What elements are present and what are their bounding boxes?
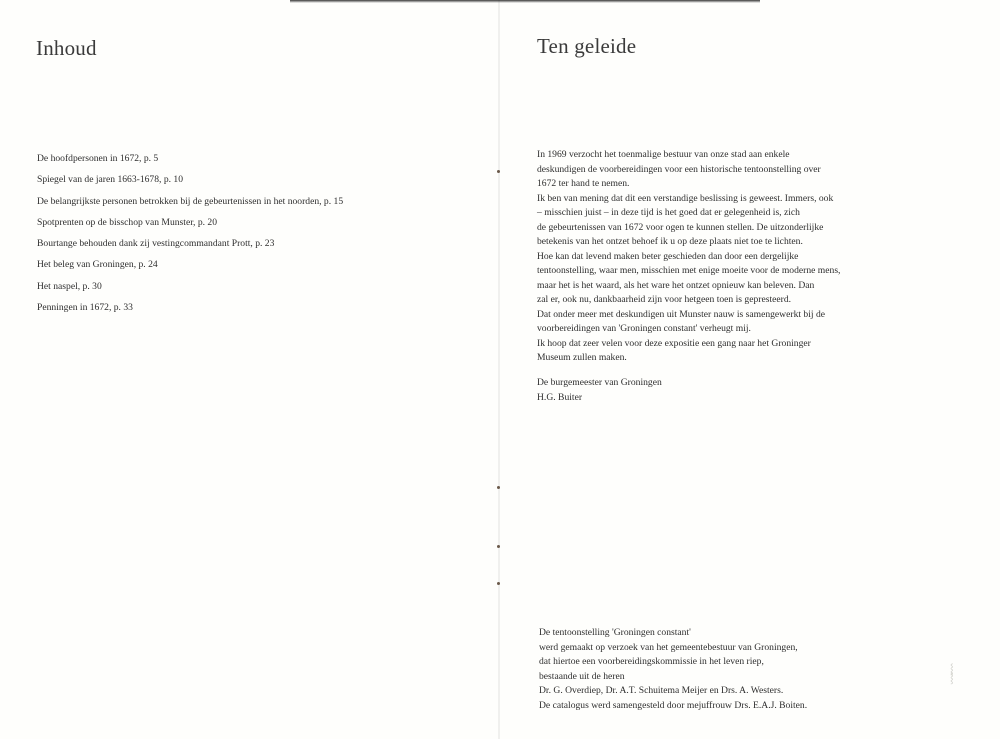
foreword-text (537, 148, 882, 366)
left-page (0, 0, 498, 739)
toc-item: De belangrijkste personen betrokken bij de gebeurtenissen in het noorden, p. 15 (37, 195, 344, 207)
credits-line: dat hiertoe een voorbereidingskommissie in het leven riep, (539, 656, 764, 668)
page-title: Inhoud (36, 36, 97, 60)
text-line: In 1969 verzocht het toenmalige bestuur van onze stad aan enkele (537, 149, 790, 160)
text-line: Dat onder meer met deskundigen uit Munster nauw is samengewerkt bij de (537, 308, 826, 320)
credits-line: De tentoonstelling 'Groningen constant' (539, 627, 691, 638)
signature-name: H.G. Buiter (537, 391, 583, 403)
text-line: deskundigen de voorbereidingen voor een historische tentoonstelling over (537, 163, 821, 175)
text-line: de gebeurtenissen van 1672 voor ogen te kunnen stellen. De uitzonderlijke (537, 221, 824, 233)
text-line: maar het is het waard, als het ware het ontzet opnieuw kan beleven. Dan (537, 279, 815, 291)
toc-item: Penningen in 1672, p. 33 (37, 302, 133, 314)
text-line: 1672 ter hand te nemen. (537, 178, 630, 189)
text-line: betekenis van het ontzet behoef ik u op deze plaats niet toe te lichten. (537, 236, 803, 247)
right-page (500, 0, 1000, 739)
toc-item: Spiegel van de jaren 1663-1678, p. 10 (37, 174, 184, 186)
signature-block (537, 376, 662, 405)
credits-block (539, 626, 807, 714)
text-line: – misschien juist – in deze tijd is het goed dat er gelegenheid is, zich (537, 207, 800, 218)
toc-item: Bourtange behouden dank zij vestingcommandant Prott, p. 23 (37, 238, 275, 250)
toc-item: De hoofdpersonen in 1672, p. 5 (37, 153, 159, 164)
toc-item: Het beleg van Groningen, p. 24 (37, 259, 158, 271)
toc-item: Spotprenten op de bisschop van Munster, p. 20 (37, 216, 218, 228)
text-line: voorbereidingen van 'Groningen constant' verheugt mij. (537, 323, 751, 334)
text-line: Museum zullen maken. (537, 352, 627, 363)
paper-smudge: ⸾ ⸾ (950, 664, 954, 684)
text-line: Ik hoop dat zeer velen voor deze expositie een gang naar het Groninger (537, 337, 811, 349)
page-title: Ten geleide (537, 34, 637, 58)
text-line: Hoe kan dat levend maken beter geschieden dan door een dergelijke (537, 250, 799, 262)
table-of-contents (37, 152, 343, 322)
credits-line: Dr. G. Overdiep, Dr. A.T. Schuitema Meijer en Drs. A. Westers. (539, 685, 784, 697)
signature-title: De burgemeester van Groningen (537, 377, 662, 388)
credits-line: De catalogus werd samengesteld door mejuffrouw Drs. E.A.J. Boiten. (539, 699, 808, 711)
credits-line: werd gemaakt op verzoek van het gemeentebestuur van Groningen, (539, 641, 798, 653)
text-line: zal er, ook nu, dankbaarheid zijn voor hetgeen toen is gepresteerd. (537, 294, 792, 305)
text-line: Ik ben van mening dat dit een verstandige beslissing is geweest. Immers, ook (537, 192, 834, 204)
toc-item: Het naspel, p. 30 (37, 280, 102, 292)
credits-line: bestaande uit de heren (539, 670, 625, 682)
text-line: tentoonstelling, waar men, misschien met enige moeite voor de moderne mens, (537, 265, 841, 276)
